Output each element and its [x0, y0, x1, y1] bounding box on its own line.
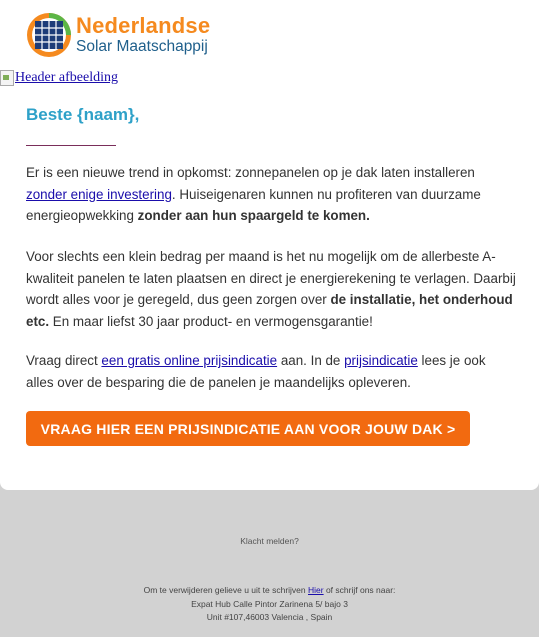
unsubscribe-text-2: of schrijf ons naar: — [323, 585, 396, 595]
intro-paragraph — [26, 162, 516, 227]
price-indication-link[interactable]: prijsindicatie — [344, 353, 418, 368]
broken-image-icon — [0, 70, 14, 86]
details-paragraph — [26, 246, 516, 332]
unsubscribe-block — [0, 584, 539, 625]
unsubscribe-line — [0, 584, 539, 598]
intro-text-2: . Huiseigenaren kunnen nu profiteren van duurzame energieopwekking — [26, 186, 481, 223]
intro-bold-text: zonder aan hun spaargeld te komen. — [137, 208, 370, 223]
request-paragraph — [26, 350, 516, 393]
logo-title: Nederlandse — [76, 13, 211, 39]
no-investment-link[interactable]: zonder enige investering — [26, 186, 172, 202]
intro-text: Er is een nieuwe trend in opkomst: zonnepanelen op je dak laten installeren — [26, 165, 475, 180]
free-quote-link[interactable]: een gratis online prijsindicatie — [101, 353, 278, 368]
request-text-2: aan. In de — [277, 353, 345, 368]
unsubscribe-text: Om te verwijderen gelieve u uit te schrijven — [143, 585, 308, 595]
header-image-link[interactable] — [0, 70, 118, 86]
greeting-heading: Beste {naam}, — [26, 105, 140, 124]
address-line-2: Unit #107,46003 Valencia , Spain — [206, 612, 333, 622]
address-line-1: Expat Hub Calle Pintor Zarinena 5/ bajo 3 — [191, 598, 348, 609]
details-text: Voor slechts een klein bedrag per maand is het nu mogelijk om de allerbeste A-kwaliteit panelen te laten plaatsen en direct je energierekening te verlagen. Daarbij wordt alles voor je geregeld, dus geen zorgen over — [26, 249, 516, 307]
logo-subtitle: Solar Maatschappij — [76, 38, 208, 56]
header-image-alt-text: Header afbeelding — [15, 70, 118, 85]
unsubscribe-link[interactable]: Hier — [308, 585, 324, 595]
request-quote-button[interactable]: VRAAG HIER EEN PRIJSINDICATIE AAN VOOR JOUW DAK > — [26, 411, 470, 446]
company-logo[interactable] — [26, 12, 210, 58]
complaint-link[interactable]: Klacht melden? — [240, 536, 299, 546]
request-text: Vraag direct — [26, 353, 102, 368]
divider-line — [26, 145, 116, 146]
solar-logo-icon — [26, 12, 72, 58]
request-text-3: lees je ook alles over de besparing die de panelen je maandelijks opleveren. — [26, 353, 486, 390]
details-bold-text: de installatie, het onderhoud etc. — [26, 292, 513, 329]
details-text-2: En maar liefst 30 jaar product- en vermogensgarantie! — [49, 313, 373, 329]
